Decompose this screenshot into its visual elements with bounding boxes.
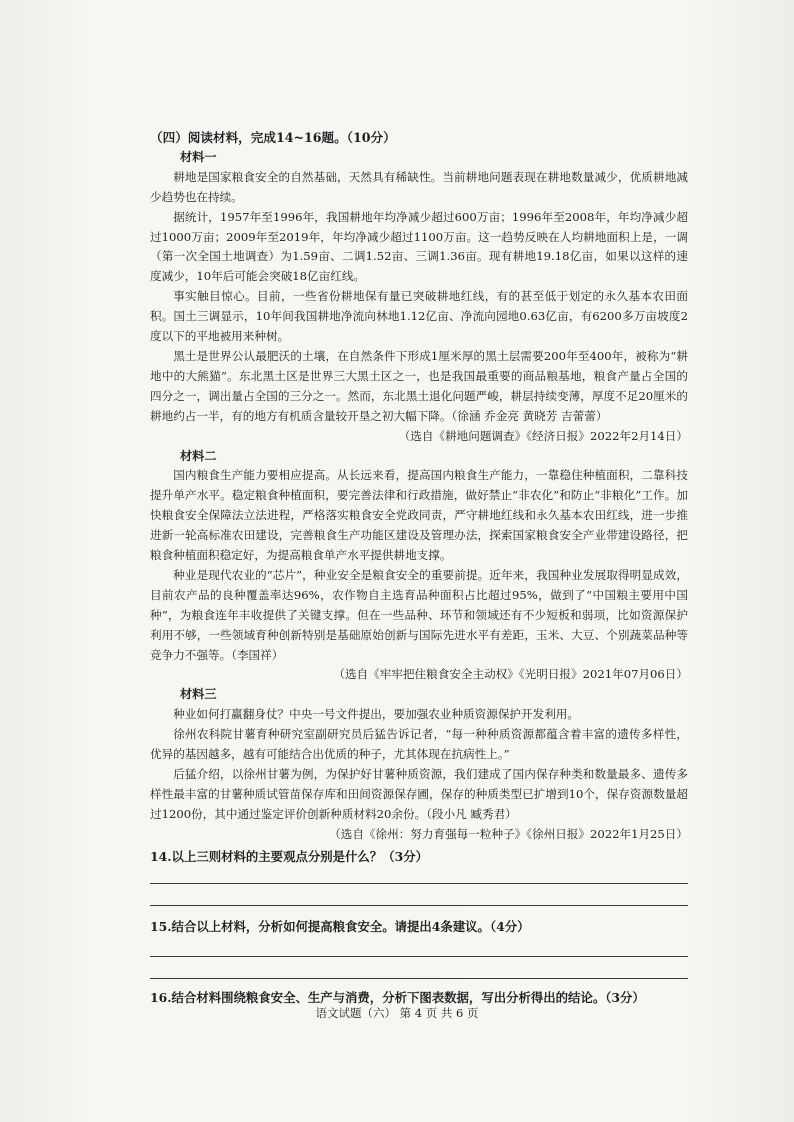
material-source: （选自《牢牢把住粮食安全主动权》《光明日报》2021年07月06日） <box>333 667 688 682</box>
material-paragraph: 种业如何打赢翻身仗？中央一号文件提出，要加强农业种质资源保护开发利用。 <box>173 707 579 722</box>
material-three <box>150 685 688 844</box>
question-text: 14.以上三则材料的主要观点分别是什么？（3分） <box>150 848 428 864</box>
page-footer: 语文试题（六） 第 4 页 共 6 页 <box>315 1006 479 1020</box>
answer-line <box>150 905 688 906</box>
material-one <box>150 148 688 447</box>
material-two <box>150 447 688 686</box>
material-paragraph: 事实触目惊心。目前，一些省份耕地保有量已突破耕地红线，有的甚至低于划定的永久基本农田面积。国土三调显示，10年间我国耕地净流向林地1.12亿亩、净流向园地0.63亿亩，有6200多万亩坡度2度以下的平地被用来种树。 <box>150 289 688 344</box>
material-paragraph: 黑土是世界公认最肥沃的土壤，在自然条件下形成1厘米厚的黑土层需要200年至400年，被称为“耕地中的大熊猫”。东北黑土区是世界三大黑土区之一，也是我国最重要的商品粮基地，粮食产量占全国的四分之一，调出量占全国的三分之一。然而，东北黑土退化问题严峻，耕层持续变薄，厚度不足20厘米的耕地约占一半，有的地方有机质含量较开垦之初大幅下降。（徐涵 乔金亮 黄晓芳 吉蕾蕾） <box>150 348 688 423</box>
material-title: 材料一 <box>180 149 217 164</box>
material-paragraph: 徐州农科院甘薯育种研究室副研究员后猛告诉记者，“每一种种质资源都蕴含着丰富的遗传多样性，优异的基因越多，越有可能结合出优质的种子，尤其体现在抗病性上。” <box>150 727 688 762</box>
question-text: 16.结合材料围绕粮食安全、生产与消费，分析下图表数据，写出分析得出的结论。（3分） <box>150 990 645 1006</box>
material-paragraph: 后猛介绍，以徐州甘薯为例，为保护好甘薯种质资源，我们建成了国内保存种类和数量最多、遗传多样性最丰富的甘薯种质试管苗保存库和田间资源保存圃，保存的种质类型已扩增到10个，保存资源数量超过1200份，其中通过鉴定评价创新种质材料20余份。（段小凡 臧秀君） <box>150 767 688 821</box>
material-paragraph: 国内粮食生产能力要相应提高。从长远来看，提高国内粮食生产能力，一靠稳住种植面积，二靠科技提升单产水平。稳定粮食种植面积，要完善法律和行政措施，做好禁止“非农化”和防止“非粮化”工作。加快粮食安全保障法立法进程，严格落实粮食安全党政同责，严守耕地红线和永久基本农田红线，进一步推进新一轮高标准农田建设，完善粮食生产功能区建设及管理办法，探索国家粮食安全产业带建设路径，把粮食种植面积稳定好，为提高粮食单产水平提供耕地支撑。 <box>150 468 688 563</box>
material-paragraph: 耕地是国家粮食安全的自然基础，天然具有稀缺性。当前耕地问题表现在耕地数量减少，优质耕地减少趋势也在持续。 <box>150 169 688 204</box>
answer-line <box>150 978 688 979</box>
reading-section <box>150 128 688 1008</box>
question-14 <box>150 847 688 911</box>
question-text: 15.结合以上材料，分析如何提高粮食安全。请提出4条建议。（4分） <box>150 918 530 934</box>
answer-area[interactable] <box>150 936 688 984</box>
answer-line <box>150 956 688 957</box>
material-source: （选自《耕地问题调查》《经济日报》2022年2月14日） <box>398 428 688 443</box>
material-title: 材料三 <box>180 687 217 702</box>
question-15 <box>150 917 688 985</box>
material-paragraph: 种业是现代农业的“芯片”，种业安全是粮食安全的重要前提。近年来，我国种业发展取得明显成效，目前农产品的良种覆盖率达96%，农作物自主选育品种面积占比超过95%，做到了“中国粮主要用中国种”，为粮食连年丰收提供了关键支撑。但在一些品种、环节和领域还有不少短板和弱项，比如资源保护利用不够，一些领域育种创新特别是基础原始创新与国际先进水平有差距，玉米、大豆、个别蔬菜品种等竞争力不强等。（李国祥） <box>150 567 688 662</box>
answer-area[interactable] <box>150 867 688 911</box>
answer-line <box>150 883 688 884</box>
material-title: 材料二 <box>180 448 217 463</box>
material-source: （选自《徐州：努力育强每一粒种子》《徐州日报》2022年1月25日） <box>329 826 688 841</box>
material-paragraph: 据统计，1957年至1996年，我国耕地年均净减少超过600万亩；1996年至2008年，年均净减少超过1000万亩；2009年至2019年，年均净减少超过1100万亩。这一趋势反映在人均耕地面积上是，一调（第一次全国土地调查）为1.59亩、二调1.52亩、三调1.36亩。现有耕地19.18亿亩，如果以这样的速度减少，10年后可能会突破18亿亩红线。 <box>150 209 688 284</box>
section-heading: （四）阅读材料，完成14~16题。（10分） <box>150 130 396 145</box>
